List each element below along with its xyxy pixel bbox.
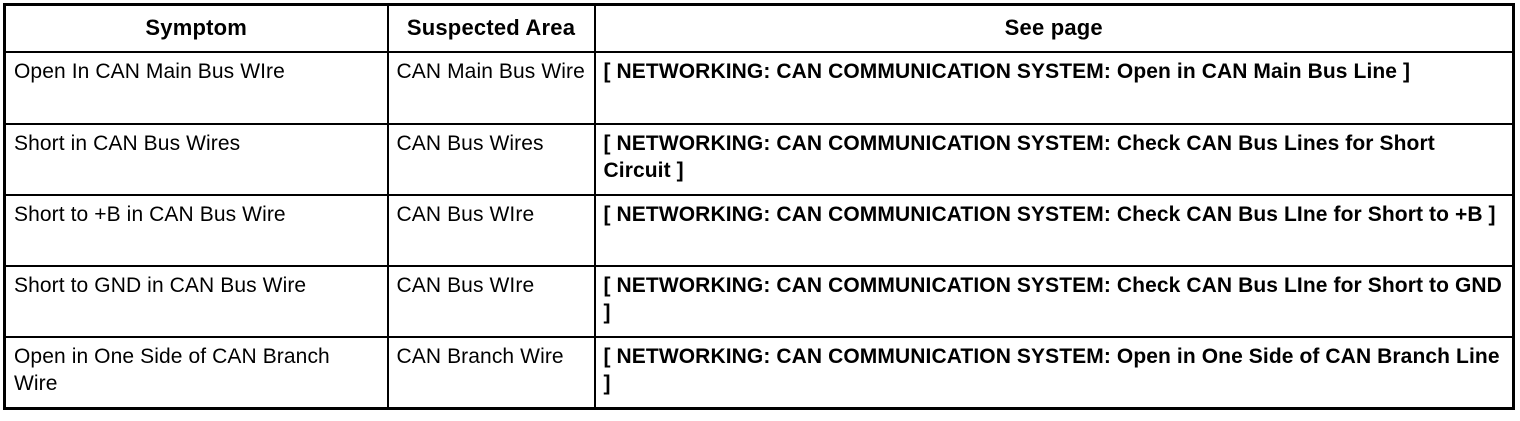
column-header-see-page: See page [595, 5, 1514, 53]
cell-symptom: Open In CAN Main Bus WIre [5, 52, 388, 124]
cell-symptom: Short to GND in CAN Bus Wire [5, 266, 388, 337]
table-row [5, 52, 1514, 124]
cell-see-page: [ NETWORKING: CAN COMMUNICATION SYSTEM: Check CAN Bus LIne for Short to GND ] [595, 266, 1514, 337]
cell-see-page: [ NETWORKING: CAN COMMUNICATION SYSTEM: Check CAN Bus Lines for Short Circuit ] [595, 124, 1514, 195]
table-row [5, 124, 1514, 195]
document-page [0, 3, 1520, 421]
column-header-symptom: Symptom [5, 5, 388, 53]
cell-see-page: [ NETWORKING: CAN COMMUNICATION SYSTEM: Open in One Side of CAN Branch Line ] [595, 337, 1514, 408]
cell-symptom: Open in One Side of CAN Branch Wire [5, 337, 388, 408]
symptom-table [3, 3, 1515, 410]
cell-suspected-area: CAN Main Bus Wire [388, 52, 595, 124]
cell-suspected-area: CAN Bus Wires [388, 124, 595, 195]
table-header [5, 5, 1514, 53]
cell-suspected-area: CAN Bus WIre [388, 266, 595, 337]
cell-see-page: [ NETWORKING: CAN COMMUNICATION SYSTEM: Check CAN Bus LIne for Short to +B ] [595, 195, 1514, 266]
table-header-row [5, 5, 1514, 53]
cell-symptom: Short to +B in CAN Bus Wire [5, 195, 388, 266]
table-row [5, 337, 1514, 408]
cell-suspected-area: CAN Branch Wire [388, 337, 595, 408]
cell-see-page: [ NETWORKING: CAN COMMUNICATION SYSTEM: Open in CAN Main Bus Line ] [595, 52, 1514, 124]
table-body [5, 52, 1514, 408]
cell-symptom: Short in CAN Bus Wires [5, 124, 388, 195]
column-header-suspected-area: Suspected Area [388, 5, 595, 53]
table-row [5, 266, 1514, 337]
cell-suspected-area: CAN Bus WIre [388, 195, 595, 266]
table-row [5, 195, 1514, 266]
